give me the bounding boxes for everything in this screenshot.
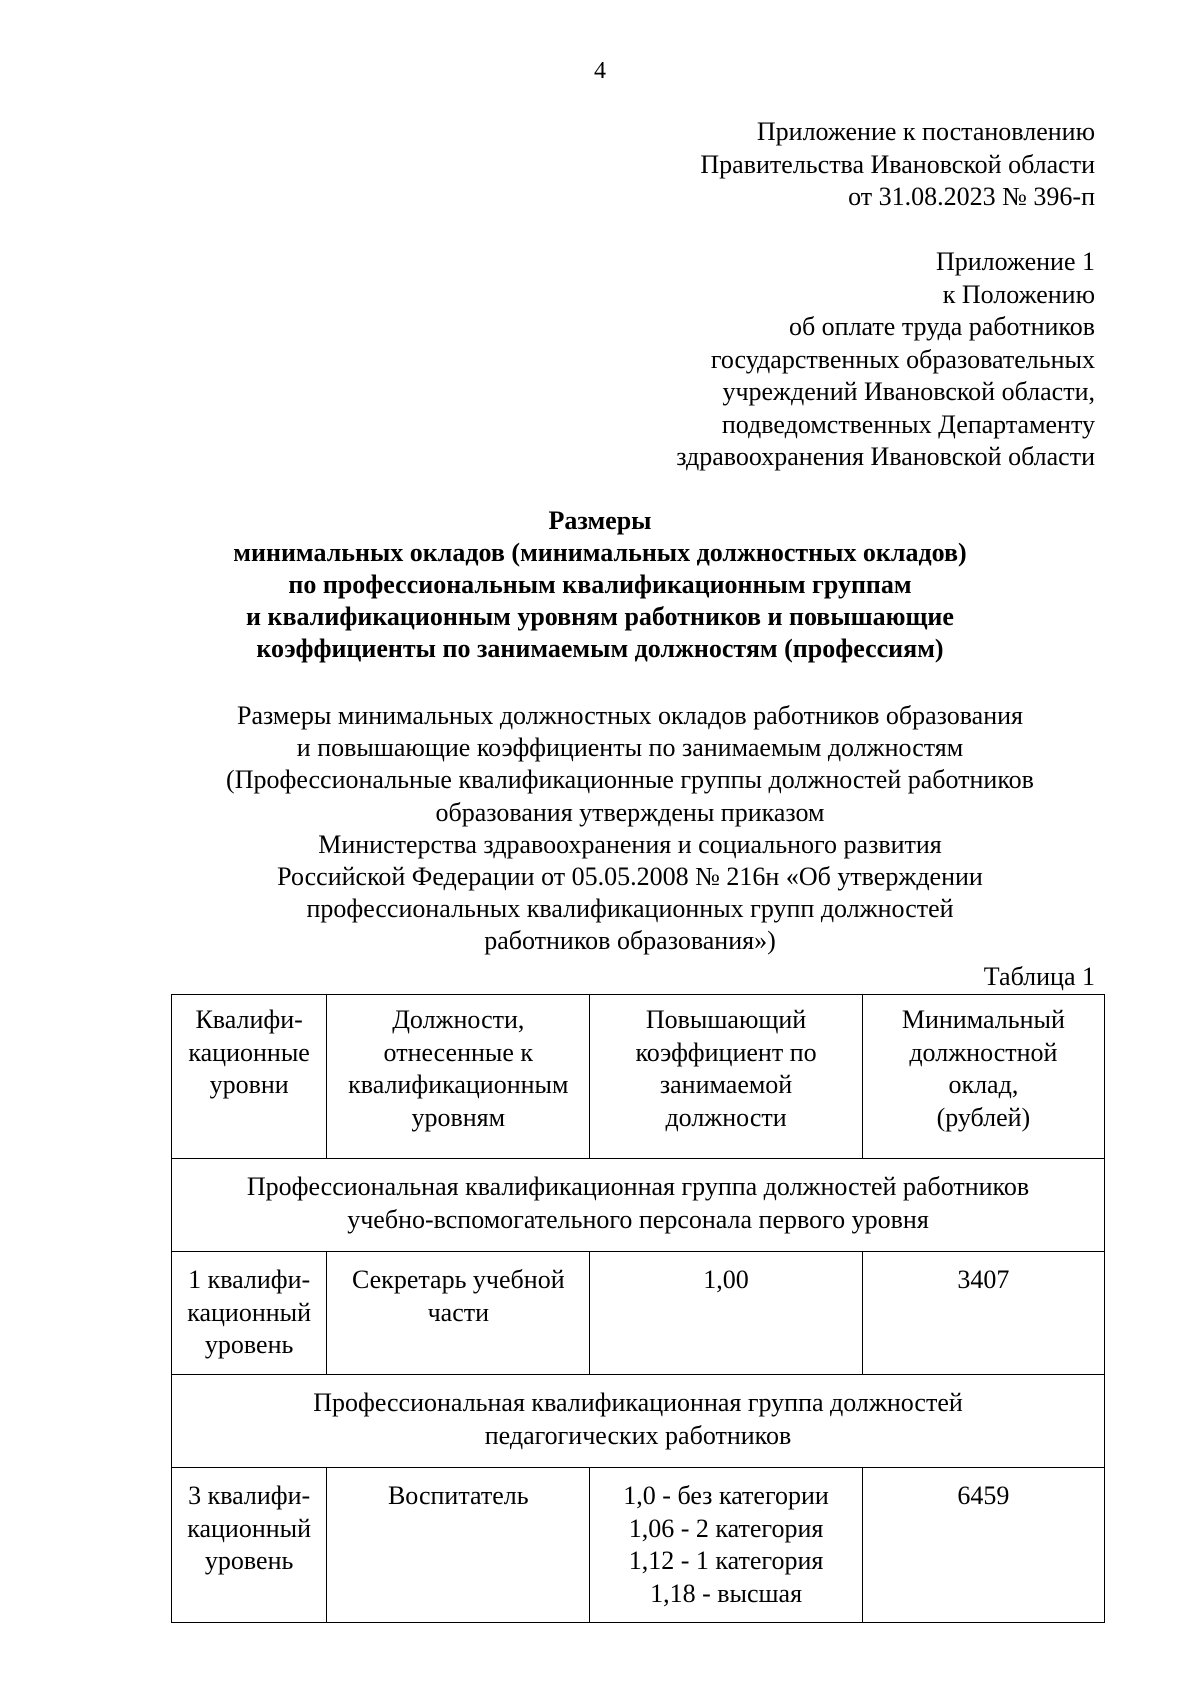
group-title-line: Профессиональная квалификационная группа должностей — [313, 1388, 963, 1417]
group-title-line: Профессиональная квалификационная группа должностей работников — [246, 1172, 1030, 1201]
cell-text: части — [427, 1297, 490, 1327]
table-row — [172, 1252, 1105, 1375]
appendix-line: об оплате труда работников — [788, 312, 1095, 341]
section-subtitle — [0, 700, 1200, 958]
header-text: Квалифи- — [195, 1005, 303, 1034]
position-cell — [327, 1468, 590, 1623]
header-text: уровни — [209, 1070, 289, 1099]
cell-text: 1 квалифи- — [188, 1265, 311, 1294]
header-text: должности — [665, 1102, 787, 1132]
subtitle-line: и повышающие коэффициенты по занимаемым должностям — [296, 733, 964, 763]
cell-text: 3407 — [957, 1265, 1010, 1294]
coefficient-cell — [590, 1252, 862, 1375]
salary-cell — [862, 1468, 1104, 1623]
appendix-line: к Положению — [942, 279, 1095, 309]
level-cell — [172, 1468, 327, 1623]
cell-text: кационный — [187, 1513, 312, 1543]
header-text: уровням — [411, 1102, 506, 1132]
cell-text: 1,00 — [703, 1265, 749, 1294]
header-text: занимаемой — [659, 1070, 793, 1099]
appendix-line: государственных образовательных — [710, 344, 1095, 374]
header-text: кационные — [188, 1037, 310, 1067]
page-number: 4 — [594, 58, 606, 84]
appendix-line: учреждений Ивановской области, — [722, 377, 1095, 406]
header-text: отнесенные к — [383, 1037, 534, 1067]
subtitle-line: работников образования») — [484, 926, 776, 956]
header-text: коэффициент по — [635, 1037, 817, 1067]
appendix-line: здравоохранения Ивановской области — [676, 442, 1095, 471]
cell-text: 6459 — [957, 1481, 1010, 1510]
group-title-cell — [172, 1159, 1105, 1252]
cell-text: кационный — [187, 1297, 312, 1327]
group-row — [172, 1159, 1105, 1252]
header-cell-salary — [862, 995, 1104, 1159]
header-cell-positions — [327, 995, 590, 1159]
salary-cell — [862, 1252, 1104, 1375]
subtitle-line: Российской Федерации от 05.05.2008 № 216н «Об утверждении — [277, 862, 983, 892]
header-text: (рублей) — [936, 1102, 1031, 1132]
document-title — [0, 505, 1200, 665]
appendix-line: Приложение к постановлению — [756, 117, 1095, 146]
header-cell-levels — [172, 995, 327, 1159]
group-row — [172, 1375, 1105, 1468]
header-text: Повышающий — [645, 1005, 807, 1034]
appendix-line: подведомственных Департаменту — [721, 409, 1095, 439]
group-title-cell — [172, 1375, 1105, 1468]
title-line: минимальных окладов (минимальных должностных окладов) — [233, 538, 967, 567]
subtitle-line: Размеры минимальных должностных окладов работников образования — [237, 701, 1023, 730]
appendix-line: от 31.08.2023 № 396-п — [848, 182, 1095, 211]
cell-text: уровень — [204, 1330, 294, 1359]
cell-text: 1,12 - 1 категория — [628, 1546, 824, 1575]
cell-text: 3 квалифи- — [188, 1481, 311, 1510]
group-title-line: педагогических работников — [484, 1420, 792, 1450]
level-cell — [172, 1252, 327, 1375]
appendix-reference — [700, 116, 1095, 214]
cell-text: 1,0 - без категории — [623, 1481, 829, 1510]
group-title-line: учебно-вспомогательного персонала первого уровня — [347, 1204, 929, 1234]
cell-text: 1,18 - высшая — [650, 1578, 803, 1608]
table-header-row — [172, 995, 1105, 1159]
subtitle-line: (Профессиональные квалификационные группы должностей работников — [226, 765, 1034, 795]
cell-text: 1,06 - 2 категория — [628, 1513, 824, 1543]
salary-table — [171, 994, 1105, 1623]
header-cell-coefficient — [590, 995, 862, 1159]
cell-text: Воспитатель — [387, 1481, 529, 1510]
header-text: должностной — [909, 1037, 1058, 1067]
header-text: оклад, — [948, 1070, 1019, 1099]
header-text: Минимальный — [901, 1005, 1065, 1034]
title-line: Размеры — [548, 506, 652, 535]
title-line: и квалификационным уровням работников и повышающие — [246, 602, 954, 631]
appendix-line: Приложение 1 — [935, 247, 1095, 276]
cell-text: Секретарь учебной — [351, 1265, 565, 1294]
title-line: коэффициенты по занимаемым должностям (профессиям) — [256, 634, 944, 663]
position-cell — [327, 1252, 590, 1375]
table-row — [172, 1468, 1105, 1623]
title-line: по профессиональным квалификационным группам — [288, 570, 912, 599]
coefficient-cell — [590, 1468, 862, 1623]
appendix-1-reference — [676, 246, 1095, 474]
appendix-line: Правительства Ивановской области — [700, 149, 1095, 179]
header-text: квалификационным — [348, 1070, 569, 1099]
table-caption: Таблица 1 — [983, 962, 1095, 991]
cell-text: уровень — [204, 1546, 294, 1575]
subtitle-line: Министерства здравоохранения и социального развития — [318, 829, 942, 859]
header-text: Должности, — [392, 1005, 525, 1034]
subtitle-line: профессиональных квалификационных групп должностей — [306, 894, 954, 924]
subtitle-line: образования утверждены приказом — [435, 797, 825, 827]
